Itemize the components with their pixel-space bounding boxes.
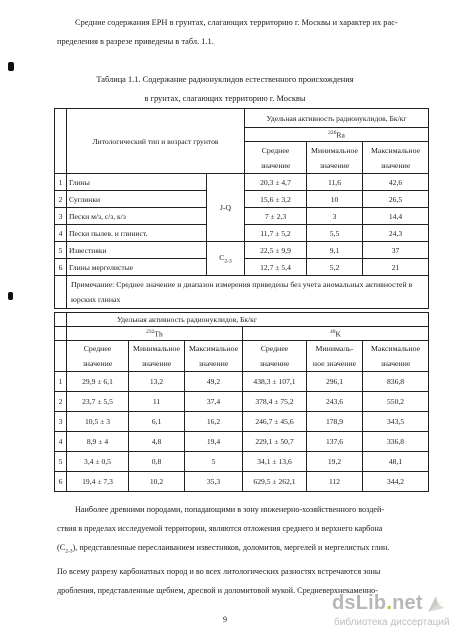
- table-caption-line-1: Таблица 1.1. Содержание радионуклидов естественного происхождения: [96, 75, 354, 84]
- table-row: 5 3,4 ± 0,5 0,8 5 34,1 ± 13,6 19,2 48,1: [55, 452, 429, 472]
- table-row: 5 Известняки $C_{2-3}$ 22,5 ± 9,9 9,1 37: [55, 242, 429, 259]
- intro-line-2: пределения в разрезе приведены в табл. 1.1.: [57, 37, 214, 46]
- scan-mark-top: [8, 62, 14, 71]
- header-nuclide-ra: $^{226}$Ra: [245, 128, 429, 142]
- table-caption-line-2: в грунтах, слагающих территорию г. Москвы: [144, 94, 306, 103]
- table-note: Примечание: Среднее значение и диапазон измерения приведены без учета аномальных активностей в юрских глинах: [67, 276, 429, 309]
- header-nuclide-k: $^{40}$K: [243, 327, 429, 341]
- body-line-2: ствия в пределах исследуемой территории, являются отложения среднего и верхнего карбона: [57, 524, 383, 533]
- watermark-subtitle: библиотека диссертаций: [334, 617, 450, 628]
- table-row: 1 29,9 ± 6,1 13,2 49,2 438,3 ± 107,1 296,1 836,8: [55, 372, 429, 392]
- page-number: 9: [223, 615, 227, 624]
- header-max: Максимальное значение: [363, 142, 429, 174]
- table-row: 6 Глины мергелистые 12,7 ± 5,4 5,2 21: [55, 259, 429, 276]
- header-min: Минимальное значение: [307, 142, 363, 174]
- body-line-3: $(C_{2-3})$, представленные переслаиванием известняков, доломитов, мергелей и мергелистых глин.: [57, 543, 390, 555]
- th-header-max: Максимальное значение: [185, 341, 243, 372]
- body-line-4: По всему разрезу карбонатных пород и во всех литологических разностях встречаются зоны: [57, 566, 381, 576]
- intro-line-1: Средние содержания ЕРН в грунтах, слагающих территорию г. Москвы и характер их рас-: [75, 18, 398, 27]
- table1-corner-cell: [55, 109, 67, 174]
- table-row: 1 Глины J-Q 20,3 ± 4,7 11,6 42,6: [55, 174, 429, 191]
- body-line-1: Наиболее древними породами, попадающими в зону инженерно-хозяйственного воздей-: [75, 505, 385, 514]
- age-c23: $C_{2-3}$: [207, 242, 245, 276]
- age-jq: J-Q: [207, 174, 245, 242]
- table-row: 3 Пески м/з, с/з, к/з 7 ± 2,3 3 14,4: [55, 208, 429, 225]
- header-mean: Среднее значение: [245, 142, 307, 174]
- th-header-mean: Среднее значение: [67, 341, 129, 372]
- table-row: 4 8,9 ± 4 4,8 19,4 229,1 ± 50,7 137,6 336,8: [55, 432, 429, 452]
- header-lithology: Литологический тип и возраст грунтов: [67, 109, 245, 174]
- watermark[interactable]: [332, 592, 448, 634]
- body-line-5: дробления, представленные щебнем, дресвой и доломитовой мукой. Средневерхнекаменно-: [57, 585, 378, 595]
- header-nuclide-th: $^{232}$Th: [67, 327, 243, 341]
- k-header-max: Максимальное значение: [363, 341, 429, 372]
- table-row: 4 Пески пылев. и глинист. 11,7 ± 5,2 5,5 24,3: [55, 225, 429, 242]
- scan-mark-middle: [8, 292, 13, 300]
- k-header-mean: Среднее значение: [243, 341, 307, 372]
- table-row: 6 19,4 ± 7,3 10,2 35,3 629,5 ± 262,1 112 344,2: [55, 472, 429, 492]
- table-row: 3 10,5 ± 3 6,1 16,2 246,7 ± 45,6 178,9 343,5: [55, 412, 429, 432]
- body-paragraph: [57, 500, 427, 600]
- th-header-min: Минимальное значение: [129, 341, 185, 372]
- header-activity-2: Удельная активность радионуклидов, Бк/кг: [67, 313, 429, 327]
- table-thorium-potassium: [54, 312, 429, 492]
- intro-paragraph: [57, 13, 427, 51]
- watermark-logo: dsLib.net: [332, 592, 423, 614]
- k-header-min: Минималь-ное значение: [307, 341, 363, 372]
- table-row: 2 23,7 ± 5,5 11 37,4 378,4 ± 75,2 243,6 550,2: [55, 392, 429, 412]
- table-radium: [54, 108, 429, 309]
- fan-logo-icon: [426, 594, 446, 614]
- header-activity: Удельная активность радионуклидов, Бк/кг: [245, 109, 429, 128]
- table-row: 2 Суглинки 15,6 ± 3,2 10 26,5: [55, 191, 429, 208]
